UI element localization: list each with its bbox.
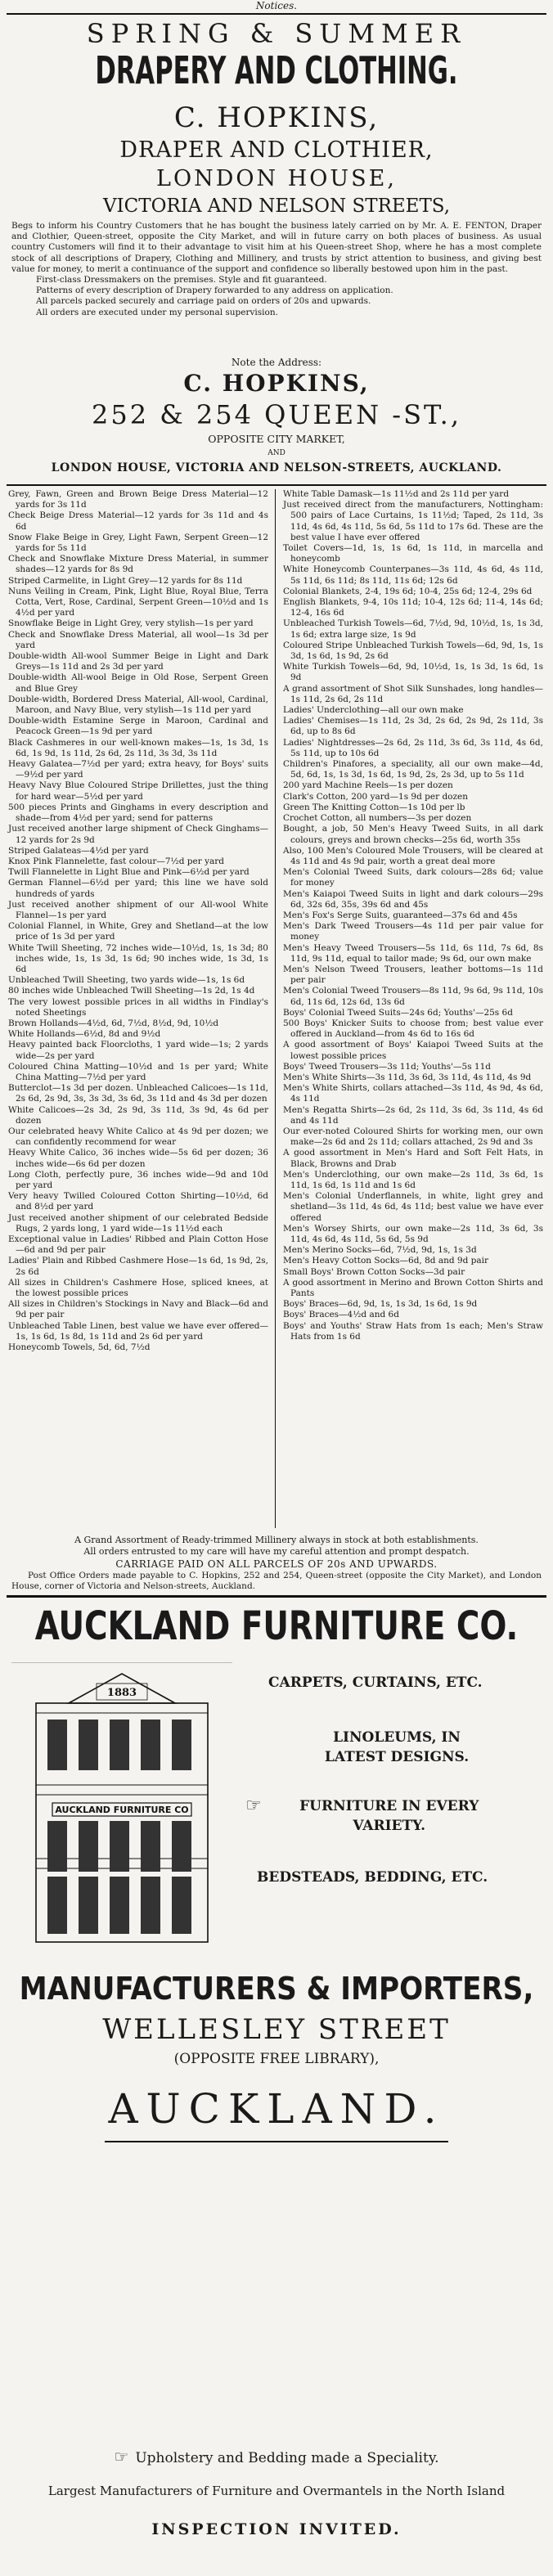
hopkins-name: C. HOPKINS, <box>173 101 380 134</box>
pointing-hand-icon: ☞ <box>114 2447 129 2466</box>
price-list-item: Heavy painted back Floorcloths, 1 yard wide—1s; 2 yards wide—2s per yard <box>8 1040 268 1061</box>
building-window <box>141 1720 160 1770</box>
item-carpets: CARPETS, CURTAINS, ETC. <box>268 1675 483 1691</box>
item-bedsteads: BEDSTEADS, BEDDING, ETC. <box>257 1869 488 1886</box>
price-list-item: Very heavy Twilled Coloured Cotton Shirting—10½d, 6d and 8½d per yard <box>8 1191 268 1212</box>
price-list-item: Men's Colonial Underflannels, in white, light grey and shetland—3s 11d, 4s 6d, 4s 11d; best value we have ever offered <box>283 1191 543 1223</box>
price-list-item: White Hollands—6½d, 8d and 9½d <box>8 1029 161 1040</box>
london-house: LONDON HOUSE, <box>156 166 397 191</box>
price-list-item: A good assortment in Merino and Brown Cotton Shirts and Pants <box>283 1277 543 1299</box>
price-list-item: Men's Dark Tweed Trousers—4s 11d per pair value for money <box>283 921 543 942</box>
price-list-item: Striped Galateas—4½d per yard <box>8 845 149 856</box>
price-list-item: Honeycomb Towels, 5d, 6d, 7½d <box>8 1342 151 1353</box>
price-list-item: Boys' and Youths' Straw Hats from 1s each; Men's Straw Hats from 1s 6d <box>283 1320 543 1342</box>
price-list-item: Butterclot—1s 3d per dozen. Unbleached Calicoes—1s 11d, 2s 6d, 2s 9d, 3s, 3s 3d, 3s 6d, 3s 11d and 4s 3d per dozen <box>8 1083 268 1104</box>
price-list-item: Ladies' Chemises—1s 11d, 2s 3d, 2s 6d, 2s 9d, 2s 11d, 3s 6d, up to 8s 6d <box>283 716 543 737</box>
price-list-item: Green The Knitting Cotton—1s 10d per lb <box>283 802 465 812</box>
price-list-item: 500 pieces Prints and Ginghams in every description and shade—from 4½d per yard; send for patterns <box>8 802 268 824</box>
price-list-item: Boys' Braces—6d, 9d, 1s, 1s 3d, 1s 6d, 1s 9d <box>283 1299 478 1310</box>
price-list-item: Double-width All-wool Summer Beige in Light and Dark Greys—1s 11d and 2s 3d per yard <box>8 651 268 672</box>
hopkins-trade: DRAPER AND CLOTHIER, <box>119 137 434 163</box>
price-list-item: Black Cashmeres in our well-known makes—1s, 1s 3d, 1s 6d, 1s 9d, 1s 11d, 2s 6d, 2s 11d, 3s 3d, 3s 11d <box>8 737 268 758</box>
building-window <box>110 1877 129 1934</box>
price-list-item: White Turkish Towels—6d, 9d, 10½d, 1s, 1s 3d, 1s 6d, 1s 9d <box>283 662 543 683</box>
price-list <box>0 489 553 1528</box>
price-list-right-column <box>283 489 543 1342</box>
price-list-item: Children's Pinafores, a speciality, all our own make—4d, 5d, 6d, 1s, 1s 3d, 1s 6d, 1s 9d, 2s, 2s 3d, up to 5s 11d <box>283 759 543 780</box>
price-list-item: Exceptional value in Ladies' Ribbed and Plain Cotton Hose—6d and 9d per pair <box>8 1234 268 1256</box>
price-list-item: Boys' Braces—4½d and 6d <box>283 1310 399 1320</box>
price-list-item: Men's Merino Socks—6d, 7½d, 9d, 1s, 1s 3d <box>283 1245 477 1256</box>
price-list-item: Men's Worsey Shirts, our own make—2s 11d, 3s 6d, 3s 11d, 4s 6d, 4s 11d, 5s 6d, 5s 9d <box>283 1223 543 1245</box>
price-list-item: Double-width All-wool Beige in Old Rose, Serpent Green and Blue Grey <box>8 672 268 694</box>
queen-street-address: 252 & 254 QUEEN -ST., <box>92 399 461 430</box>
building-window <box>110 1821 129 1872</box>
hopkins-ad-header <box>0 18 553 219</box>
price-list-item: 500 Boys' Knicker Suits to choose from; best value ever offered in Auckland—from 4s 6d to 16s 6d <box>283 1018 543 1040</box>
price-list-item: Knox Pink Flannelette, fast colour—7½d per yard <box>8 856 225 866</box>
price-list-item: Men's Colonial Tweed Suits, dark colours—28s 6d; value for money <box>283 867 543 888</box>
price-list-item: Coloured Stripe Unbleached Turkish Towels—6d, 9d, 1s, 1s 3d, 1s 6d, 1s 9d, 2s 6d <box>283 640 543 662</box>
price-list-item: Check Beige Dress Material—12 yards for 3s 11d and 4s 6d <box>8 510 268 532</box>
note-address: Note the Address: <box>231 357 322 368</box>
item-furniture: FURNITURE IN EVERY VARIETY. <box>299 1798 479 1834</box>
price-list-item: Unbleached Twill Sheeting, two yards wide—1s, 1s 6d <box>8 975 245 986</box>
price-list-item: All sizes in Children's Stockings in Navy and Black—6d and 9d per pair <box>8 1299 268 1320</box>
intro-para: Patterns of every description of Drapery forwarded to any address on application. <box>36 285 393 296</box>
inspection-invited: INSPECTION INVITED. <box>151 2520 402 2538</box>
column-rule <box>275 489 276 1528</box>
price-list-item: Long Cloth, perfectly pure, 36 inches wide—9d and 10d per yard <box>8 1169 268 1190</box>
building-year: 1883 <box>106 1687 137 1699</box>
price-list-item: Boys' Tweed Trousers—3s 11d; Youths'—5s 11d <box>283 1061 492 1072</box>
headline-drapery: DRAPERY AND CLOTHING. <box>95 48 458 92</box>
largest-manufacturers: Largest Manufacturers of Furniture and Overmantels in the North Island <box>47 2484 506 2498</box>
speciality-line <box>0 2446 553 2469</box>
london-house-address: LONDON HOUSE, VICTORIA AND NELSON-STREETS, AUCKLAND. <box>51 461 502 474</box>
price-list-item: Heavy Galatea—7½d per yard; extra heavy, for Boys' suits—9½d per yard <box>8 759 268 780</box>
price-list-item: White Table Damask—1s 11½d and 2s 11d per yard <box>283 489 510 499</box>
price-list-item: Toilet Covers—1d, 1s, 1s 6d, 1s 11d, in marcella and honeycomb <box>283 543 543 564</box>
intro-para: First-class Dressmakers on the premises. Style and fit guaranteed. <box>36 275 327 285</box>
closing-line: All orders entrusted to my care will have my careful attention and prompt despatch. <box>83 1546 470 1557</box>
price-list-item: Just received another shipment of our celebrated Bedside Rugs, 2 yards long, 1 yard wide—1s 11½d each <box>8 1212 268 1234</box>
building-window <box>79 1821 98 1872</box>
price-list-item: Check and Snowflake Mixture Dress Material, in summer shades—12 yards for 8s 9d <box>8 554 268 575</box>
price-list-item: Men's Kaiapoi Tweed Suits in light and dark colours—29s 6d, 32s 6d, 35s, 39s 6d and 45s <box>283 888 543 910</box>
price-list-item: Heavy White Calico, 36 inches wide—5s 6d per dozen; 36 inches wide—6s 6d per dozen <box>8 1148 268 1169</box>
price-list-item: White Twill Sheeting, 72 inches wide—10½d, 1s, 1s 3d; 80 inches wide, 1s, 1s 3d, 1s 6d; 90 inches wide, 1s 3d, 1s 6d <box>8 942 268 974</box>
price-list-item: White Honeycomb Counterpanes—3s 11d, 4s 6d, 4s 11d, 5s 11d, 6s 11d; 8s 11d, 11s 6d; 12s 6d <box>283 564 543 586</box>
victoria-nelson: VICTORIA AND NELSON STREETS, <box>102 196 451 217</box>
price-list-item: Just received direct from the manufacturers, Nottingham: 500 pairs of Lace Curtains, 1s 11½d; Taped, 2s 11d, 3s 11d, 4s 6d, 4s 11d, 5s 6d, 5s 11d to 17s 6d. These are the best value I have ever offered <box>283 500 543 542</box>
price-list-item: 80 inches wide Unbleached Twill Sheeting—1s 2d, 1s 4d <box>8 986 255 996</box>
furniture-footer <box>0 2446 553 2541</box>
price-list-item: Men's Colonial Tweed Trousers—8s 11d, 9s 6d, 9s 11d, 10s 6d, 11s 6d, 12s 6d, 13s 6d <box>283 986 543 1007</box>
price-list-item: Men's White Shirts—3s 11d, 3s 6d, 3s 11d, 4s 11d, 4s 9d <box>283 1072 532 1082</box>
price-list-item: Unbleached Turkish Towels—6d, 7½d, 9d, 10½d, 1s, 1s 3d, 1s 6d; extra large size, 1s 9d <box>283 618 543 640</box>
auckland: AUCKLAND. <box>108 2085 445 2133</box>
building-window <box>79 1720 98 1770</box>
hopkins-name-2: C. HOPKINS, <box>183 370 370 397</box>
divider <box>7 484 546 486</box>
closing-line: A Grand Assortment of Ready-trimmed Millinery always in stock at both establishments. <box>74 1535 479 1545</box>
price-list-item: Men's Regatta Shirts—2s 6d, 2s 11d, 3s 6d, 3s 11d, 4s 6d and 4s 11d <box>283 1104 543 1126</box>
price-list-item: Also, 100 Men's Coloured Mole Trousers, will be cleared at 4s 11d and 4s 9d pair, worth a great deal more <box>283 845 543 866</box>
price-list-item: A grand assortment of Shot Silk Sunshades, long handles—1s 11d, 2s 6d, 2s 11d <box>283 683 543 704</box>
price-list-item: German Flannel—6½d per yard; this line we have sold hundreds of yards <box>8 878 268 899</box>
price-list-item: Check and Snowflake Dress Material, all wool—1s 3d per yard <box>8 629 268 650</box>
price-list-item: Ladies' Plain and Ribbed Cashmere Hose—1s 6d, 1s 9d, 2s, 2s 6d <box>8 1256 268 1277</box>
opposite-city-market: OPPOSITE CITY MARKET, <box>208 433 345 445</box>
hopkins-intro <box>0 221 553 318</box>
underline-rule <box>105 2141 448 2142</box>
building-window <box>110 1720 129 1770</box>
furniture-address <box>0 1967 553 2142</box>
building-window <box>172 1821 191 1872</box>
price-list-item: Double-width Estamine Serge in Maroon, Cardinal and Peacock Green—1s 9d per yard <box>8 716 268 737</box>
price-list-item: Ladies' Underclothing—all our own make <box>283 705 464 716</box>
hopkins-footer <box>0 1535 553 1592</box>
price-list-item: Heavy Navy Blue Coloured Stripe Drillettes, just the thing for hard wear—5½d per yard <box>8 780 268 802</box>
price-list-item: Double-width, Bordered Dress Material, All-wool, Cardinal, Maroon, and Navy Blue, very stylish—1s 11d per yard <box>8 694 268 716</box>
carriage-paid: CARRIAGE PAID ON ALL PARCELS OF 20s AND UPWARDS. <box>115 1558 438 1570</box>
price-list-item: A good assortment of Boys' Kaiapoi Tweed Suits at the lowest possible prices <box>283 1040 543 1061</box>
item-linoleums: LINOLEUMS, IN LATEST DESIGNS. <box>324 1729 470 1765</box>
price-list-item: Colonial Blankets, 2-4, 19s 6d; 10-4, 25s 6d; 12-4, 29s 6d <box>283 586 533 596</box>
building-window <box>47 1821 67 1872</box>
price-list-item: Striped Carmelite, in Light Grey—12 yards for 8s 11d <box>8 575 243 586</box>
top-rule <box>7 13 546 15</box>
pointing-hand-icon: ☞ <box>245 1796 262 1816</box>
price-list-item: Crochet Cotton, all numbers—3s per dozen <box>283 813 472 824</box>
and-text: AND <box>268 449 285 457</box>
ad-divider <box>7 1595 546 1598</box>
price-list-item: Men's Underclothing, our own make—2s 11d, 3s 6d, 1s 11d, 1s 6d, 1s 11d and 1s 6d <box>283 1169 543 1190</box>
price-list-item: The very lowest possible prices in all widths in Findlay's noted Sheetings <box>8 996 268 1018</box>
price-list-item: Men's White Shirts, collars attached—3s 11d, 4s 9d, 4s 6d, 4s 11d <box>283 1083 543 1104</box>
price-list-item: Ladies' Nightdresses—2s 6d, 2s 11d, 3s 6d, 3s 11d, 4s 6d, 5s 11d, up to 10s 6d <box>283 737 543 758</box>
price-list-item: 200 yard Machine Reels—1s per dozen <box>283 780 453 791</box>
furniture-co-title: AUCKLAND FURNITURE CO. <box>34 1603 519 1649</box>
headline-spring-summer: SPRING & SUMMER <box>86 18 467 49</box>
post-office-orders: Post Office Orders made payable to C. Hopkins, 252 and 254, Queen-street (opposite the City Market), and London House, corner of Victoria and Nelson-streets, Auckland. <box>11 1571 542 1592</box>
building-window <box>172 1720 191 1770</box>
hopkins-address <box>0 356 553 477</box>
building-sign: AUCKLAND FURNITURE CO <box>55 1805 189 1815</box>
opposite-free-library: (OPPOSITE FREE LIBRARY), <box>173 2051 380 2067</box>
building-window <box>47 1877 67 1934</box>
price-list-item: Colonial Flannel, in White, Grey and Shetland—at the low price of 1s 3d per yard <box>8 921 268 942</box>
price-list-item: Snow Flake Beige in Grey, Light Fawn, Serpent Green—12 yards for 5s 11d <box>8 532 268 554</box>
price-list-item: Men's Heavy Cotton Socks—6d, 8d and 9d pair <box>283 1256 489 1266</box>
building-window <box>79 1877 98 1934</box>
price-list-item: All sizes in Children's Cashmere Hose, spliced knees, at the lowest possible prices <box>8 1277 268 1299</box>
price-list-item: Brown Hollands—4½d, 6d, 7½d, 8½d, 9d, 10½d <box>8 1018 219 1028</box>
price-list-item: Just received another shipment of our All-wool White Flannel—1s per yard <box>8 899 268 920</box>
building-window <box>172 1877 191 1934</box>
intro-para: All orders are executed under my personal supervision. <box>36 307 278 317</box>
price-list-item: Men's Nelson Tweed Trousers, leather bottoms—1s 11d per pair <box>283 964 543 986</box>
wellesley-street: WELLESLEY STREET <box>102 2013 451 2046</box>
price-list-item: Twill Flannelette in Light Blue and Pink—6½d per yard <box>8 867 250 878</box>
price-list-item: Coloured China Matting—10½d and 1s per yard; White China Matting—7½d per yard <box>8 1061 268 1082</box>
price-list-item: Bought, a job, 50 Men's Heavy Tweed Suits, in all dark colours, greys and brown checks—25s 6d, worth 35s <box>283 824 543 845</box>
price-list-item: Clark's Cotton, 200 yard—1s 9d per dozen <box>283 791 469 802</box>
price-list-item: Men's Heavy Tweed Trousers—5s 11d, 6s 11d, 7s 6d, 8s 11d, 9s 11d, equal to tailor made; 9s 6d, our own make <box>283 942 543 964</box>
building-window <box>141 1877 160 1934</box>
price-list-item: Our ever-noted Coloured Shirts for working men, our own make—2s 6d and 2s 11d; collars attached, 2s 9d and 3s <box>283 1126 543 1148</box>
price-list-item: Nuns Veiling in Cream, Pink, Light Blue, Royal Blue, Terra Cotta, Vert, Rose, Cardinal, Serpent Green—10½d and 1s 4½d per yard <box>8 586 268 618</box>
price-list-item: White Calicoes—2s 3d, 2s 9d, 3s 11d, 3s 9d, 4s 6d per dozen <box>8 1104 268 1126</box>
price-list-item: A good assortment in Men's Hard and Soft Felt Hats, in Black, Browns and Drab <box>283 1148 543 1169</box>
price-list-item: English Blankets, 9-4, 10s 11d; 10-4, 12s 6d; 11-4, 14s 6d; 12-4, 16s 6d <box>283 597 543 618</box>
manufacturers-importers: MANUFACTURERS & IMPORTERS, <box>19 1971 534 2007</box>
price-list-item: Small Boys' Brown Cotton Socks—3d pair <box>283 1266 465 1277</box>
speciality-text: Upholstery and Bedding made a Speciality. <box>135 2450 439 2466</box>
section-header: Notices. <box>255 0 298 11</box>
intro-para: Begs to inform his Country Customers that he has bought the business lately carried on by Mr. A. E. FENTON, Draper and Clothier, Queen-street, opposite the City Market, and will in future carry on both places of business. As usual country Customers will find it to their advantage to visit him at his Queen-street Shop, where he has a most complete stock of all descriptions of Drapery, Clothing and Millinery, and trusts by strict attention to business, and giving best value for money, to merit a continuance of the support and confidence so liberally bestowed upon him in the past. <box>11 221 542 274</box>
furniture-items <box>245 1669 548 1886</box>
price-list-item: Our celebrated heavy White Calico at 4s 9d per dozen; we can confidently recommend for wear <box>8 1126 268 1148</box>
price-list-item: Grey, Fawn, Green and Brown Beige Dress Material—12 yards for 3s 11d <box>8 489 268 510</box>
building-window <box>141 1821 160 1872</box>
furniture-building-illustration <box>11 1662 232 1950</box>
price-list-item: Boys' Colonial Tweed Suits—24s 6d; Youths'—25s 6d <box>283 1007 513 1018</box>
price-list-item: Snowflake Beige in Light Grey, very stylish—1s per yard <box>8 618 254 629</box>
price-list-left-column <box>8 489 268 1353</box>
intro-para: All parcels packed securely and carriage paid on orders of 20s and upwards. <box>36 296 371 307</box>
price-list-item: Men's Fox's Serge Suits, guaranteed—37s 6d and 45s <box>283 910 518 920</box>
price-list-item: Just received another large shipment of Check Ginghams—12 yards for 2s 9d <box>8 824 268 845</box>
building-window <box>47 1720 67 1770</box>
price-list-item: Unbleached Table Linen, best value we have ever offered—1s, 1s 6d, 1s 8d, 1s 11d and 2s 6d per yard <box>8 1320 268 1342</box>
